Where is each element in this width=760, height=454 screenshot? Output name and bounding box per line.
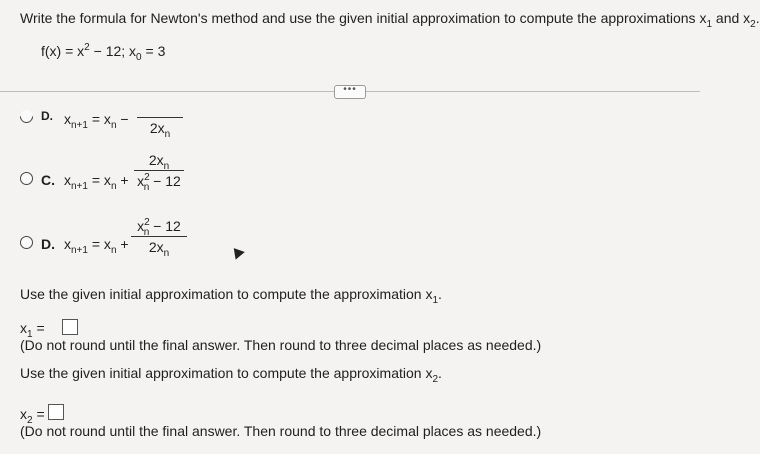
- c-eq: = x: [87, 172, 111, 188]
- c-op: +: [116, 172, 129, 188]
- x2-symbol: x: [743, 10, 751, 26]
- option-d-label: D.: [41, 236, 55, 252]
- d-eq-sub: n: [110, 245, 117, 256]
- x1-var: x: [20, 320, 27, 336]
- option-b-radio[interactable]: [17, 107, 35, 125]
- x0-value: = 3: [141, 43, 166, 59]
- b-eq: = x: [87, 111, 111, 127]
- c-num: 2x: [148, 152, 164, 168]
- b-op: −: [116, 111, 129, 127]
- x2-eq: =: [32, 406, 45, 422]
- part2-prompt-text: Use the given initial approximation to compute the approximation x: [20, 365, 433, 381]
- c-lhs-sub: n+1: [71, 181, 88, 192]
- period: .: [755, 10, 760, 26]
- x1-symbol: x: [699, 10, 707, 26]
- d-op: +: [116, 236, 129, 252]
- more-options-button[interactable]: •••: [334, 85, 366, 99]
- option-d-formula: [64, 236, 129, 256]
- x1-answer-input[interactable]: [62, 319, 78, 335]
- part1-note: (Do not round until the final answer. Then round to three decimal places as needed.): [20, 337, 542, 353]
- d-num-sup: 2: [144, 217, 150, 228]
- option-d-radio[interactable]: [20, 236, 33, 249]
- x2-var: x: [20, 406, 27, 422]
- b-denominator: [137, 120, 183, 140]
- function-rest: − 12; x: [89, 43, 137, 59]
- c-den-sup: 2: [144, 172, 150, 183]
- x2-answer-input[interactable]: [48, 404, 64, 420]
- d-denominator: [131, 239, 187, 259]
- c-den-sub: n: [143, 182, 150, 193]
- b-den: 2x: [149, 120, 165, 136]
- part1-period: .: [438, 286, 442, 302]
- part2-period: .: [438, 365, 442, 381]
- fraction-bar: [131, 236, 187, 237]
- x2-subscript: 2: [750, 19, 756, 30]
- option-c-radio[interactable]: [20, 172, 33, 185]
- x2-var-sub: 2: [27, 415, 33, 426]
- c-denominator: [134, 172, 184, 193]
- mouse-cursor-icon: [229, 244, 245, 259]
- x1-answer-row: [20, 320, 45, 340]
- x1-var-sub: 1: [27, 329, 33, 340]
- function-exponent: 2: [84, 42, 90, 53]
- instruction-text: Write the formula for Newton's method and use the given initial approximation to compute the approximations: [20, 10, 696, 26]
- b-lhs-sub: n+1: [71, 120, 88, 131]
- x0-subscript: 0: [136, 52, 142, 63]
- part1-prompt: [20, 286, 442, 306]
- c-den: x: [137, 173, 145, 189]
- option-b-formula: [64, 111, 129, 131]
- fraction-bar: [137, 117, 183, 118]
- x1-subscript: 1: [706, 19, 713, 30]
- b-den-sub: n: [164, 129, 171, 140]
- fraction-bar: [134, 170, 184, 171]
- part2-prompt-sub: 2: [432, 374, 439, 385]
- and-text: and: [715, 10, 740, 26]
- c-numerator: [134, 152, 184, 172]
- option-b-label: D.: [41, 109, 53, 123]
- d-den-sub: n: [163, 248, 170, 259]
- x2-answer-row: [20, 406, 45, 426]
- function-text: f(x) = x: [41, 43, 85, 59]
- part1-prompt-text: Use the given initial approximation to compute the approximation x: [20, 286, 433, 302]
- c-lhs: x: [64, 172, 71, 188]
- c-den-rest: − 12: [149, 173, 181, 189]
- option-b-fraction: [137, 111, 183, 140]
- option-c-fraction: [134, 152, 184, 193]
- d-num-sub: n: [143, 227, 150, 238]
- c-eq-sub: n: [110, 181, 117, 192]
- x1-eq: =: [32, 320, 45, 336]
- b-eq-sub: n: [110, 120, 117, 131]
- option-d-fraction: [131, 217, 187, 259]
- given-function: [41, 42, 166, 63]
- b-lhs: x: [64, 111, 71, 127]
- c-num-sub: n: [163, 161, 170, 172]
- d-num-rest: − 12: [149, 218, 181, 234]
- part1-prompt-sub: 1: [432, 295, 439, 306]
- part2-prompt: [20, 365, 442, 385]
- option-c-formula: [64, 172, 129, 192]
- d-eq: = x: [87, 236, 111, 252]
- d-den: 2x: [148, 239, 164, 255]
- d-lhs-sub: n+1: [71, 245, 88, 256]
- d-lhs: x: [64, 236, 71, 252]
- option-c-label: C.: [41, 172, 55, 188]
- d-numerator: [131, 217, 187, 238]
- part2-note: (Do not round until the final answer. Then round to three decimal places as needed.): [20, 423, 542, 439]
- d-num: x: [137, 218, 145, 234]
- question-instruction: [20, 10, 760, 30]
